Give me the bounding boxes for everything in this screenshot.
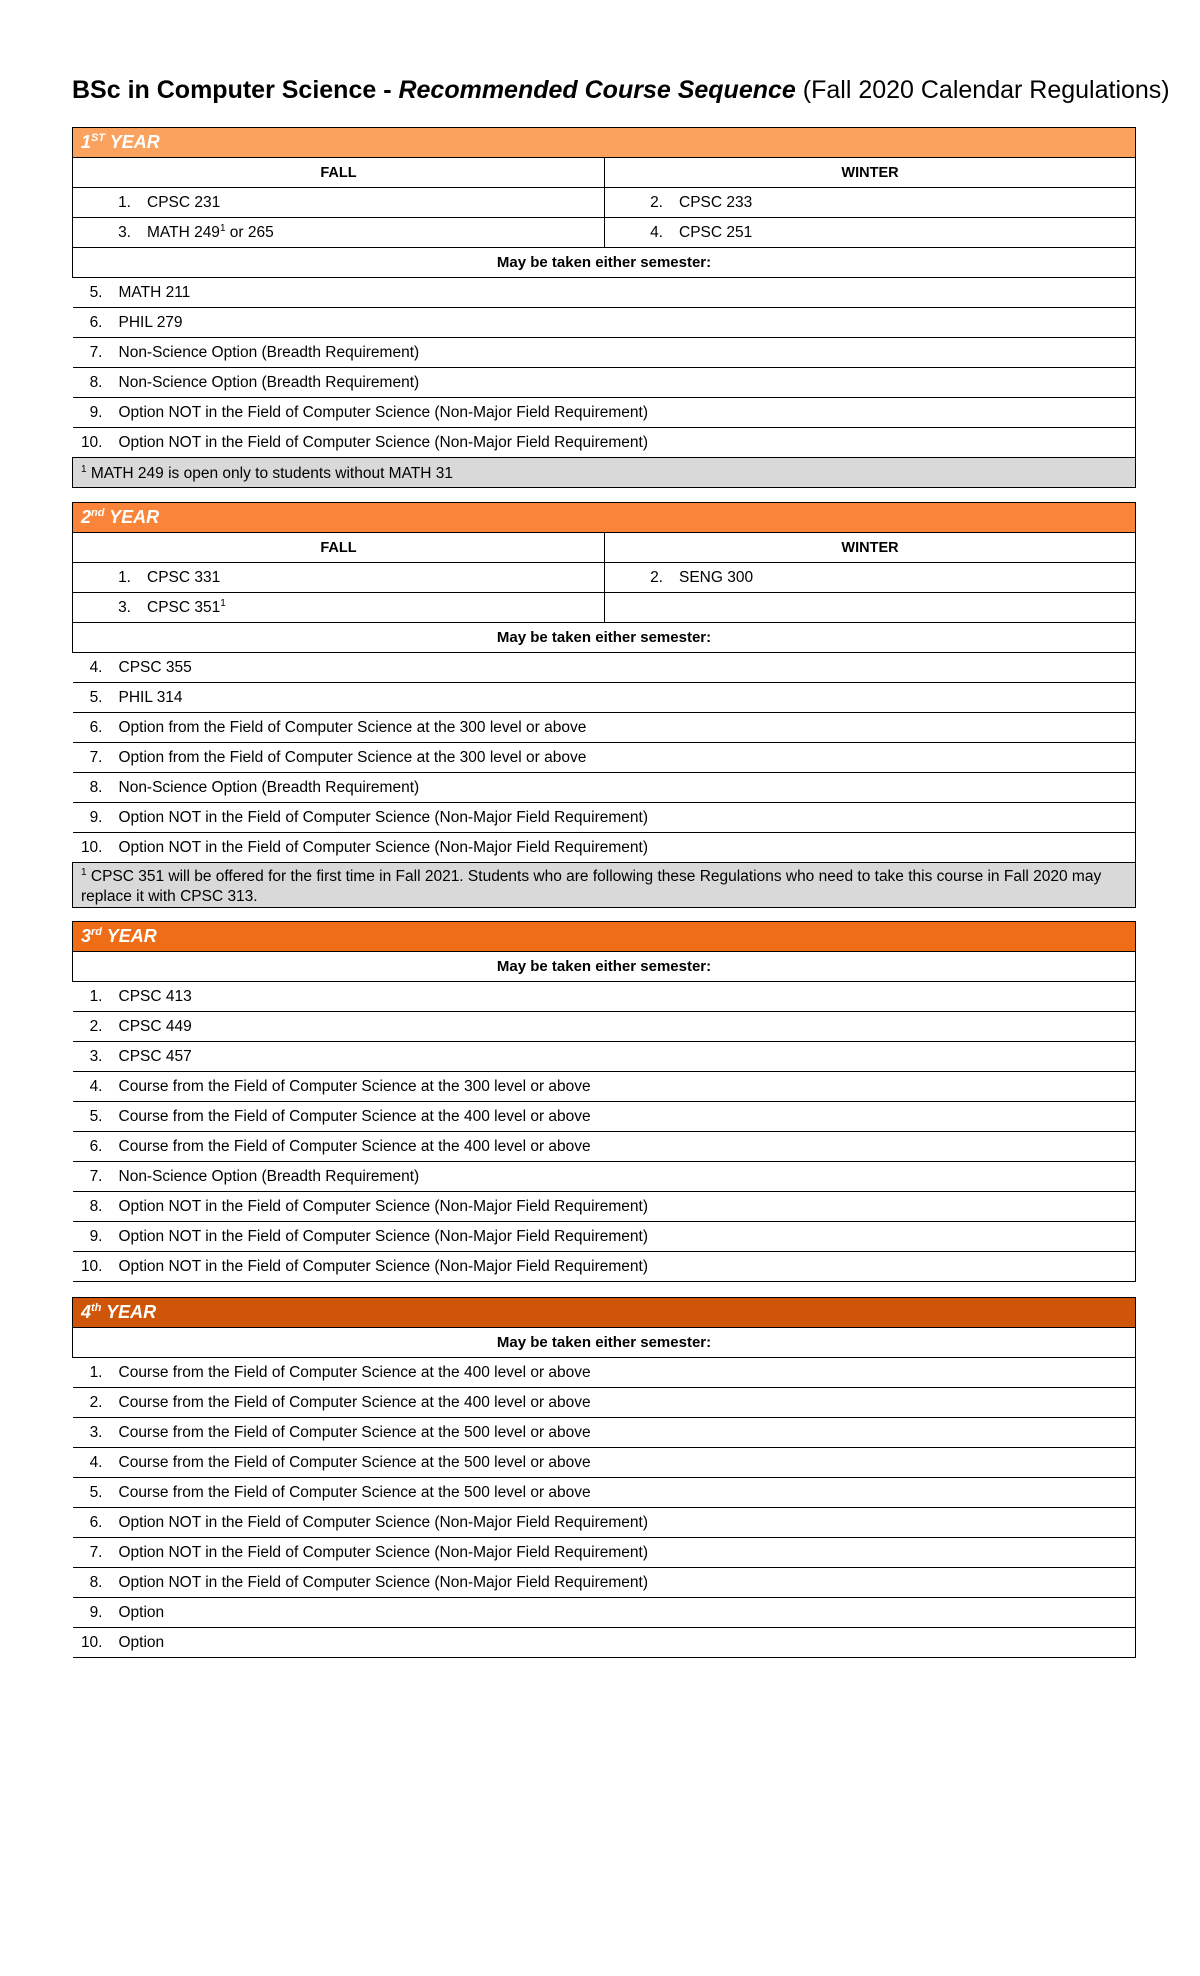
year4-label-num: 4 — [81, 1302, 92, 1322]
year2-label-word: YEAR — [104, 507, 160, 527]
course-row — [73, 1102, 1136, 1132]
year2-either-header: May be taken either semester: — [73, 623, 1136, 653]
row-course-cell — [73, 1388, 1136, 1418]
course-number: 4. — [89, 1077, 103, 1095]
course-number: 4. — [89, 1453, 103, 1471]
row-course-cell — [73, 1508, 1136, 1538]
title-regulations: (Fall 2020 Calendar Regulations) — [795, 76, 1170, 104]
row-course-cell — [73, 1162, 1136, 1192]
row-course-cell — [73, 338, 1136, 368]
course-text: Course from the Field of Computer Science at the 400 level or above — [118, 1363, 591, 1381]
course-row — [73, 773, 1136, 803]
course-row — [73, 653, 1136, 683]
course-text: Option NOT in the Field of Computer Science (Non-Major Field Requirement) — [118, 433, 649, 451]
footnote-marker: 1 — [81, 867, 87, 878]
course-text: Option NOT in the Field of Computer Science (Non-Major Field Requirement) — [118, 403, 649, 421]
course-text: Option NOT in the Field of Computer Science (Non-Major Field Requirement) — [118, 1543, 649, 1561]
course-row — [73, 1538, 1136, 1568]
row-course-cell — [73, 1102, 1136, 1132]
course-row — [73, 1628, 1136, 1658]
course-text: CPSC 331 — [147, 568, 221, 586]
course-text: CPSC 449 — [118, 1017, 192, 1035]
year3-either-header: May be taken either semester: — [73, 952, 1136, 982]
course-number: 7. — [89, 343, 103, 361]
course-number: 10. — [80, 1257, 103, 1275]
course-text: SENG 300 — [679, 568, 754, 586]
year2-header — [73, 503, 1136, 533]
year1-fall-course — [73, 188, 605, 218]
year2-fall-course — [73, 563, 605, 593]
course-number: 3. — [118, 599, 131, 617]
course-number: 6. — [89, 313, 103, 331]
course-text: Course from the Field of Computer Science at the 400 level or above — [118, 1107, 591, 1125]
course-text: Option NOT in the Field of Computer Science (Non-Major Field Requirement) — [118, 1573, 649, 1591]
course-text: Option NOT in the Field of Computer Science (Non-Major Field Requirement) — [118, 1257, 649, 1275]
course-number: 5. — [89, 1483, 103, 1501]
course-row — [73, 713, 1136, 743]
row-course-cell — [73, 1568, 1136, 1598]
row-course-cell — [73, 1358, 1136, 1388]
course-row — [73, 1448, 1136, 1478]
year2-column-headers — [73, 533, 1136, 563]
course-text: Option NOT in the Field of Computer Science (Non-Major Field Requirement) — [118, 1513, 649, 1531]
course-text-tail: or 265 — [225, 224, 274, 242]
course-text: Option from the Field of Computer Science at the 300 level or above — [118, 748, 587, 766]
footnote-text: MATH 249 is open only to students without MATH 31 — [86, 465, 453, 483]
course-row — [73, 308, 1136, 338]
year2-split-row — [73, 593, 1136, 623]
year2-fall-header: FALL — [73, 533, 605, 563]
course-row — [73, 338, 1136, 368]
year2-winter-header: WINTER — [605, 533, 1136, 563]
course-number: 1. — [89, 987, 103, 1005]
course-number: 5. — [89, 1107, 103, 1125]
footnote-marker: 1 — [219, 222, 226, 234]
footnote-marker: 1 — [220, 597, 226, 609]
course-number: 3. — [118, 224, 131, 242]
course-text: Course from the Field of Computer Science at the 400 level or above — [118, 1137, 591, 1155]
row-course-cell — [73, 1222, 1136, 1252]
course-number: 8. — [89, 1197, 103, 1215]
course-row — [73, 368, 1136, 398]
year2-winter-course — [605, 563, 1136, 593]
course-row — [73, 803, 1136, 833]
course-text: Non-Science Option (Breadth Requirement) — [118, 343, 420, 361]
footnote-text: CPSC 351 will be offered for the first time in Fall 2021. Students who are following these Regulations who need to take this course in Fall 2020 may replace it with CPSC 313. — [81, 868, 1102, 906]
year1-fall-header: FALL — [73, 158, 605, 188]
course-text: Course from the Field of Computer Science at the 500 level or above — [118, 1483, 591, 1501]
year4-table — [72, 1297, 1136, 1658]
row-course-cell — [73, 1132, 1136, 1162]
course-row — [73, 398, 1136, 428]
year4-either-header: May be taken either semester: — [73, 1328, 1136, 1358]
course-number: 4. — [650, 223, 663, 241]
year1-header — [73, 128, 1136, 158]
course-row — [73, 1568, 1136, 1598]
course-text: Course from the Field of Computer Science at the 500 level or above — [118, 1453, 591, 1471]
year1-table — [72, 127, 1136, 488]
course-row — [73, 1358, 1136, 1388]
course-number: 9. — [89, 1227, 103, 1245]
row-course-cell — [73, 1598, 1136, 1628]
course-text: CPSC 351 — [147, 599, 221, 617]
course-number: 2. — [650, 193, 663, 211]
course-row — [73, 1192, 1136, 1222]
year2-fall-course — [73, 593, 605, 623]
course-row — [73, 428, 1136, 458]
year2-label-sup: nd — [91, 507, 105, 519]
course-number: 1. — [89, 1363, 103, 1381]
course-number: 2. — [89, 1017, 103, 1035]
year1-footnote — [73, 458, 1136, 488]
row-course-cell — [73, 398, 1136, 428]
row-course-cell — [73, 653, 1136, 683]
year1-column-headers — [73, 158, 1136, 188]
row-course-cell — [73, 1252, 1136, 1282]
course-number: 10. — [80, 838, 103, 856]
course-row — [73, 833, 1136, 863]
course-text: MATH 211 — [118, 283, 191, 301]
row-course-cell — [73, 368, 1136, 398]
course-row — [73, 1388, 1136, 1418]
year3-label-sup: rd — [91, 926, 103, 938]
year3-label-num: 3 — [81, 926, 92, 946]
course-text: CPSC 231 — [147, 193, 221, 211]
year3-table — [72, 921, 1136, 1282]
document-title — [72, 70, 1170, 110]
row-course-cell — [73, 1448, 1136, 1478]
year1-winter-course — [605, 218, 1136, 248]
course-text: Option NOT in the Field of Computer Science (Non-Major Field Requirement) — [118, 808, 649, 826]
title-program: BSc in Computer Science - — [72, 76, 399, 104]
title-sequence: Recommended Course Sequence — [398, 76, 796, 104]
course-text: Course from the Field of Computer Science at the 400 level or above — [118, 1393, 591, 1411]
course-number: 9. — [89, 808, 103, 826]
course-number: 8. — [89, 778, 103, 796]
row-course-cell — [73, 1192, 1136, 1222]
course-number: 6. — [89, 718, 103, 736]
course-text: Option — [118, 1603, 165, 1621]
course-number: 9. — [89, 403, 103, 421]
course-row — [73, 1598, 1136, 1628]
row-course-cell — [73, 1072, 1136, 1102]
course-text: Non-Science Option (Breadth Requirement) — [118, 1167, 420, 1185]
course-row — [73, 1478, 1136, 1508]
course-number: 8. — [89, 373, 103, 391]
year3-label-word: YEAR — [102, 926, 157, 946]
year1-label-sup: ST — [91, 132, 106, 144]
footnote-marker: 1 — [81, 464, 87, 476]
year1-label-word: YEAR — [105, 132, 160, 152]
row-course-cell — [73, 803, 1136, 833]
year2-split-row — [73, 563, 1136, 593]
course-text: CPSC 251 — [679, 223, 753, 241]
row-course-cell — [73, 1538, 1136, 1568]
row-course-cell — [73, 743, 1136, 773]
course-text: CPSC 413 — [118, 987, 192, 1005]
year4-label-word: YEAR — [101, 1302, 157, 1322]
year2-footnote — [73, 863, 1136, 908]
course-number: 9. — [89, 1603, 103, 1621]
course-text: CPSC 457 — [118, 1047, 192, 1065]
year1-split-row — [73, 188, 1136, 218]
row-course-cell — [73, 1478, 1136, 1508]
course-number: 6. — [89, 1137, 103, 1155]
course-number: 6. — [89, 1513, 103, 1531]
course-row — [73, 1418, 1136, 1448]
course-number: 5. — [89, 283, 103, 301]
course-text: CPSC 233 — [679, 193, 753, 211]
course-text: CPSC 355 — [118, 658, 192, 676]
course-number: 1. — [118, 568, 131, 586]
course-number: 1. — [118, 193, 131, 211]
year2-winter-empty — [605, 593, 1136, 623]
course-number: 7. — [89, 1543, 103, 1561]
course-row — [73, 1508, 1136, 1538]
year4-header — [73, 1298, 1136, 1328]
course-row — [73, 278, 1136, 308]
course-row — [73, 1012, 1136, 1042]
course-number: 2. — [650, 568, 663, 586]
course-number: 3. — [89, 1047, 103, 1065]
course-number: 10. — [80, 1633, 103, 1651]
course-row — [73, 743, 1136, 773]
year1-split-row — [73, 218, 1136, 248]
course-text: Option — [118, 1633, 165, 1651]
course-number: 8. — [89, 1573, 103, 1591]
course-row — [73, 1222, 1136, 1252]
row-course-cell — [73, 713, 1136, 743]
year1-winter-course — [605, 188, 1136, 218]
course-number: 7. — [89, 748, 103, 766]
year1-winter-header: WINTER — [605, 158, 1136, 188]
year2-table — [72, 502, 1136, 908]
year1-either-header: May be taken either semester: — [73, 248, 1136, 278]
row-course-cell — [73, 982, 1136, 1012]
course-row — [73, 1132, 1136, 1162]
row-course-cell — [73, 1418, 1136, 1448]
year2-label-num: 2 — [81, 507, 92, 527]
year1-fall-course — [73, 218, 605, 248]
row-course-cell — [73, 833, 1136, 863]
row-course-cell — [73, 1042, 1136, 1072]
row-course-cell — [73, 1012, 1136, 1042]
course-number: 3. — [89, 1423, 103, 1441]
course-text: Course from the Field of Computer Science at the 500 level or above — [118, 1423, 591, 1441]
year1-label-num: 1 — [81, 132, 92, 152]
course-row — [73, 1042, 1136, 1072]
course-text: Non-Science Option (Breadth Requirement) — [118, 373, 420, 391]
course-text: PHIL 314 — [118, 688, 183, 706]
course-row — [73, 1162, 1136, 1192]
year3-header — [73, 922, 1136, 952]
course-text: Option NOT in the Field of Computer Science (Non-Major Field Requirement) — [118, 1197, 649, 1215]
course-row — [73, 982, 1136, 1012]
course-row — [73, 1072, 1136, 1102]
year4-label-sup: th — [91, 1302, 102, 1314]
row-course-cell — [73, 1628, 1136, 1658]
course-text: PHIL 279 — [118, 313, 183, 331]
course-text: MATH 249 — [147, 224, 220, 242]
course-number: 4. — [89, 658, 103, 676]
course-row — [73, 1252, 1136, 1282]
course-text: Option NOT in the Field of Computer Science (Non-Major Field Requirement) — [118, 838, 649, 856]
row-course-cell — [73, 773, 1136, 803]
course-text: Course from the Field of Computer Science at the 300 level or above — [118, 1077, 591, 1095]
course-text: Non-Science Option (Breadth Requirement) — [118, 778, 420, 796]
course-number: 7. — [89, 1167, 103, 1185]
row-course-cell — [73, 278, 1136, 308]
course-row — [73, 683, 1136, 713]
course-number: 2. — [89, 1393, 103, 1411]
row-course-cell — [73, 428, 1136, 458]
course-text: Option NOT in the Field of Computer Science (Non-Major Field Requirement) — [118, 1227, 649, 1245]
course-number: 5. — [89, 688, 103, 706]
course-number: 10. — [80, 433, 103, 451]
row-course-cell — [73, 683, 1136, 713]
row-course-cell — [73, 308, 1136, 338]
course-text: Option from the Field of Computer Science at the 300 level or above — [118, 718, 587, 736]
